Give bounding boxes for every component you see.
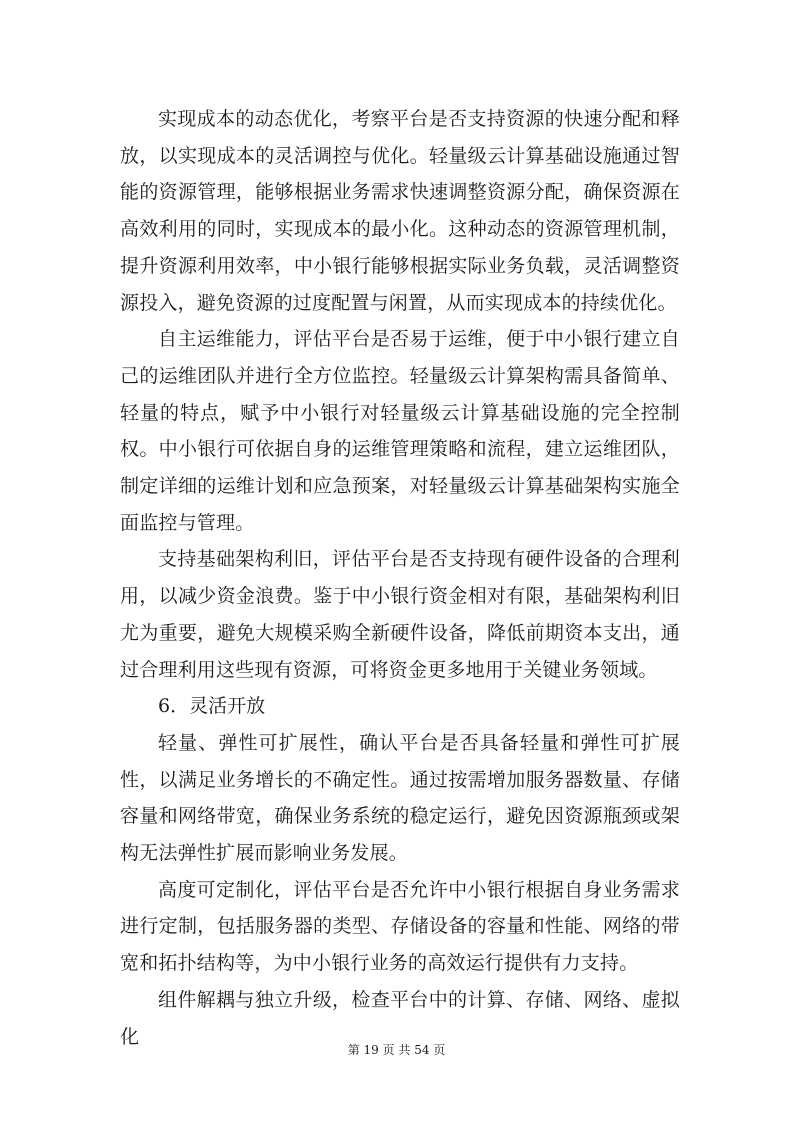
paragraph-component-decoupling: 组件解耦与独立升级，检查平台中的计算、存储、网络、虚拟化 <box>120 988 680 1048</box>
paragraph-elastic-scalability: 轻量、弹性可扩展性，确认平台是否具备轻量和弹性可扩展性，以满足业务增长的不确定性。通过按需增加服务器数量、存储容量和网络带宽，确保业务系统的稳定运行，避免因资源瓶颈或架构无法弹性扩展而影响业务发展。 <box>120 731 680 865</box>
section-heading: 6．灵活开放 <box>158 695 266 718</box>
page-body <box>120 101 680 1055</box>
paragraph-infrastructure-reuse: 支持基础架构利旧，评估平台是否支持现有硬件设备的合理利用，以减少资金浪费。鉴于中小银行资金相对有限，基础架构利旧尤为重要，避免大规模采购全新硬件设备，降低前期资本支出，通过合理利用这些现有资源，可将资金更多地用于关键业务领域。 <box>120 548 680 681</box>
page-footer: 第 19 页 共 54 页 <box>347 1043 446 1057</box>
paragraph-customization: 高度可定制化，评估平台是否允许中小银行根据自身业务需求进行定制，包括服务器的类型、存储设备的容量和性能、网络的带宽和拓扑结构等，为中小银行业务的高效运行提供有力支持。 <box>120 878 680 975</box>
paragraph-self-operation: 自主运维能力，评估平台是否易于运维，便于中小银行建立自己的运维团队并进行全方位监控。轻量级云计算架构需具备简单、轻量的特点，赋予中小银行对轻量级云计算基础设施的完全控制权。中小银行可依据自身的运维管理策略和流程，建立运维团队，制定详细的运维计划和应急预案，对轻量级云计算基础架构实施全面监控与管理。 <box>120 328 680 534</box>
paragraph-cost-optimization: 实现成本的动态优化，考察平台是否支持资源的快速分配和释放，以实现成本的灵活调控与优化。轻量级云计算基础设施通过智能的资源管理，能够根据业务需求快速调整资源分配，确保资源在高效利用的同时，实现成本的最小化。这种动态的资源管理机制，提升资源利用效率，中小银行能够根据实际业务负载，灵活调整资源投入，避免资源的过度配置与闲置，从而实现成本的持续优化。 <box>120 108 680 314</box>
